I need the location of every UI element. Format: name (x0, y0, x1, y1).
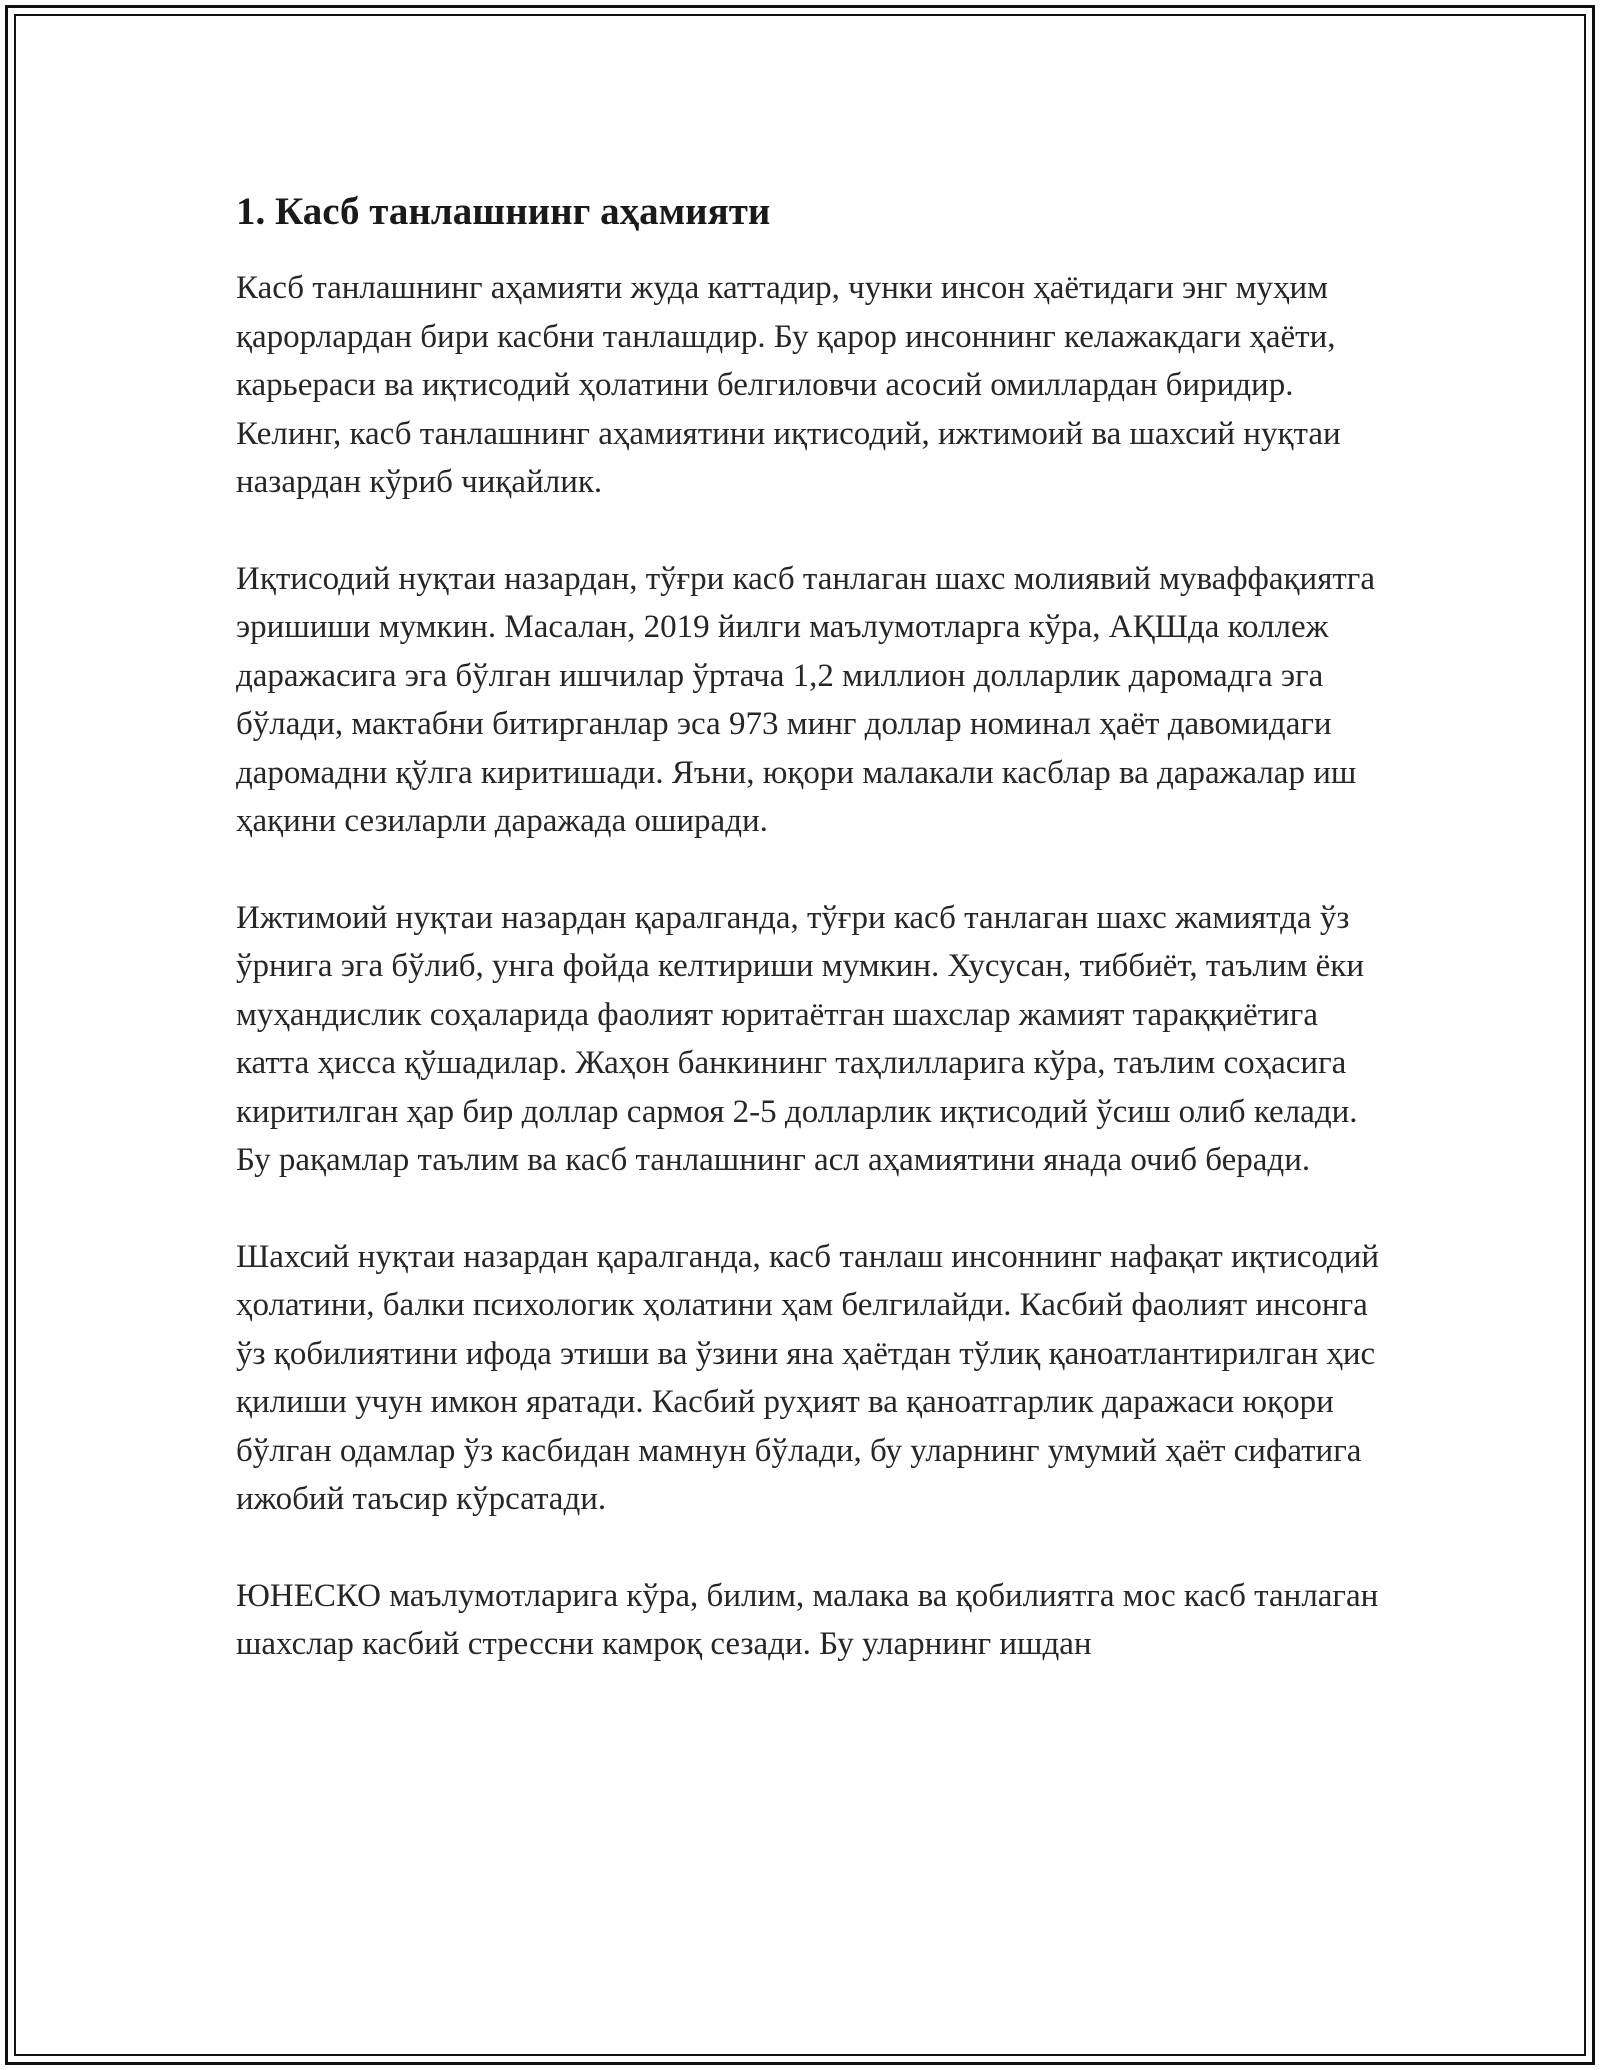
paragraph-social: Ижтимоий нуқтаи назардан қаралганда, тўғри касб танлаган шахс жамиятда ўз ўрнига эга бўлиб, унга фойда келтириши мумкин. Хусусан, тиббиёт, таълим ёки муҳандислик соҳаларида фаолият юритаётган шахслар жамият тараққиётига катта ҳисса қўшадилар. Жаҳон банкининг таҳлилларига кўра, таълим соҳасига киритилган ҳар бир доллар сармоя 2-5 долларлик иқтисодий ўсиш олиб келади. Бу рақамлар таълим ва касб танлашнинг асл аҳамиятини янада очиб беради. (236, 899, 1364, 1178)
paragraph-unesco: ЮНЕСКО маълумотларига кўра, билим, малака ва қобилиятга мос касб танлаган шахслар касбий стрессни камроқ сезади. Бу уларнинг ишдан (236, 1577, 1379, 1662)
paragraph-intro: Касб танлашнинг аҳамияти жуда каттадир, чунки инсон ҳаётидаги энг муҳим қарорлардан бири касбни танлашдир. Бу қарор инсоннинг келажакдаги ҳаёти, карьераси ва иқтисодий ҳолатини белгиловчи асосий омиллардан биридир. Келинг, касб танлашнинг аҳамиятини иқтисодий, ижтимоий ва шахсий нуқтаи назардан кўриб чиқайлик. (236, 270, 1341, 500)
paragraph-economic: Иқтисодий нуқтаи назардан, тўғри касб танлаган шахс молиявий муваффақиятга эришиши мумкин. Масалан, 2019 йилги маълумотларга кўра, АҚШда коллеж даражасига эга бўлган ишчилар ўртача 1,2 миллион долларлик даромадга эга бўлади, мактабни битирганлар эса 973 минг доллар номинал ҳаёт давомидаги даромадни қўлга киритишади. Яъни, юқори малакали касблар ва даражалар иш ҳақини сезиларли даражада оширади. (236, 560, 1375, 839)
document-body (236, 186, 1386, 1717)
paragraph-personal: Шахсий нуқтаи назардан қаралганда, касб танлаш инсоннинг нафақат иқтисодий ҳолатини, балки психологик ҳолатини ҳам белгилайди. Касбий фаолият инсонга ўз қобилиятини ифода этиши ва ўзини яна ҳаётдан тўлиқ қаноатлантирилган ҳис қилиши учун имкон яратади. Касбий руҳият ва қаноатгарлик даражаси юқори бўлган одамлар ўз касбидан мамнун бўлади, бу уларнинг умумий ҳаёт сифатига ижобий таъсир кўрсатади. (236, 1238, 1380, 1517)
section-heading: 1. Касб танлашнинг аҳамияти (236, 190, 771, 233)
